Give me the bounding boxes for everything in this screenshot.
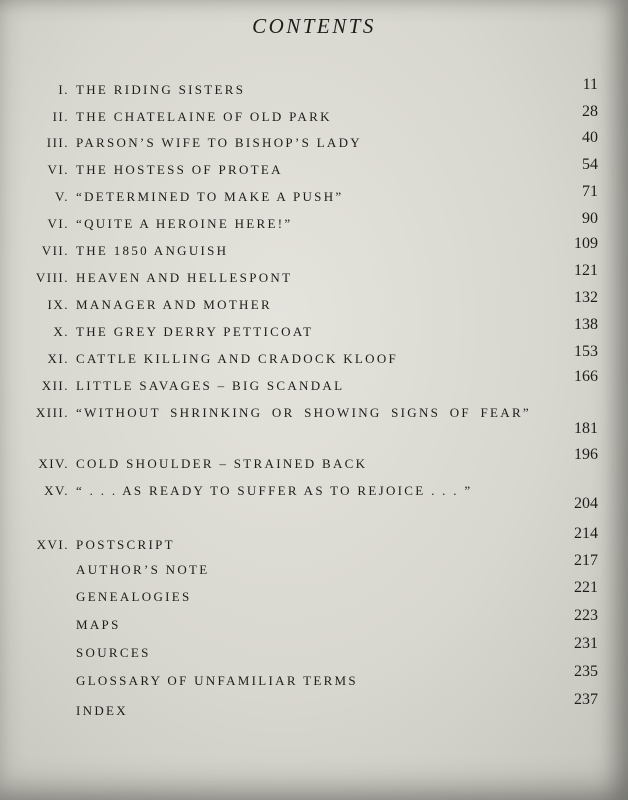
- chapter-title: GLOSSARY OF UNFAMILIAR TERMS: [76, 673, 358, 688]
- chapter-title: PARSON’S WIFE TO BISHOP’S LADY: [76, 135, 362, 150]
- page-number: 153: [574, 343, 598, 360]
- page-number: 109: [574, 235, 598, 252]
- chapter-title: THE RIDING SISTERS: [76, 82, 246, 97]
- chapter-number: XI.: [47, 351, 69, 366]
- chapter-title: HEAVEN AND HELLESPONT: [76, 270, 293, 285]
- chapter-number: X.: [53, 324, 69, 339]
- page-number: 223: [574, 607, 598, 624]
- chapter-title: CATTLE KILLING AND CRADOCK KLOOF: [76, 351, 399, 366]
- page-number: 221: [574, 579, 598, 596]
- chapter-title: THE HOSTESS OF PROTEA: [76, 162, 283, 177]
- page-title: CONTENTS: [252, 14, 376, 38]
- chapter-title: POSTSCRIPT: [76, 537, 175, 552]
- page-number: 40: [582, 129, 598, 146]
- chapter-number: XIII.: [35, 405, 69, 420]
- page-number: 231: [574, 635, 598, 652]
- chapter-number: V.: [55, 189, 69, 204]
- chapter-number: VI.: [47, 162, 69, 177]
- page-number: 121: [574, 262, 598, 279]
- chapter-number: I.: [58, 82, 69, 97]
- page-number: 214: [574, 525, 598, 542]
- chapter-title: LITTLE SAVAGES – BIG SCANDAL: [76, 378, 345, 393]
- chapter-number: XVI.: [36, 537, 69, 552]
- chapter-title: THE GREY DERRY PETTICOAT: [76, 324, 314, 339]
- page-number: 54: [582, 156, 598, 173]
- chapter-title: COLD SHOULDER – STRAINED BACK: [76, 456, 368, 471]
- chapter-number: VIII.: [35, 270, 69, 285]
- chapter-title: “QUITE A HEROINE HERE!”: [76, 216, 293, 231]
- chapter-number: III.: [46, 135, 69, 150]
- chapter-number: VI.: [47, 216, 69, 231]
- chapter-title: “WITHOUT SHRINKING OR SHOWING SIGNS OF FEAR”: [76, 405, 532, 420]
- chapter-number: XIV.: [38, 456, 69, 471]
- page-number: 181: [574, 420, 598, 437]
- page-number: 90: [582, 210, 598, 227]
- chapter-number: II.: [52, 109, 69, 124]
- page-number: 138: [574, 316, 598, 333]
- chapter-title: MAPS: [76, 617, 121, 632]
- page-number: 235: [574, 663, 598, 680]
- page-number: 28: [582, 103, 598, 120]
- chapter-title: “DETERMINED TO MAKE A PUSH”: [76, 189, 344, 204]
- page-number: 196: [574, 446, 598, 463]
- page-number: 132: [574, 289, 598, 306]
- chapter-title: “ . . . AS READY TO SUFFER AS TO REJOICE . . . ”: [76, 483, 473, 498]
- page-number: 71: [582, 183, 598, 200]
- chapter-title: THE CHATELAINE OF OLD PARK: [76, 109, 332, 124]
- chapter-title: GENEALOGIES: [76, 589, 192, 604]
- chapter-number: XV.: [44, 483, 69, 498]
- chapter-title: AUTHOR’S NOTE: [76, 562, 210, 577]
- page-number: 166: [574, 368, 598, 385]
- page-number: 237: [574, 691, 598, 708]
- chapter-number: XII.: [41, 378, 69, 393]
- chapter-title: THE 1850 ANGUISH: [76, 243, 229, 258]
- chapter-number: IX.: [47, 297, 69, 312]
- chapter-title: MANAGER AND MOTHER: [76, 297, 272, 312]
- chapter-title: SOURCES: [76, 645, 151, 660]
- chapter-number: VII.: [41, 243, 69, 258]
- page-number: 204: [574, 495, 598, 512]
- page-number: 11: [582, 76, 598, 93]
- chapter-title: INDEX: [76, 703, 128, 718]
- page-number: 217: [574, 552, 598, 569]
